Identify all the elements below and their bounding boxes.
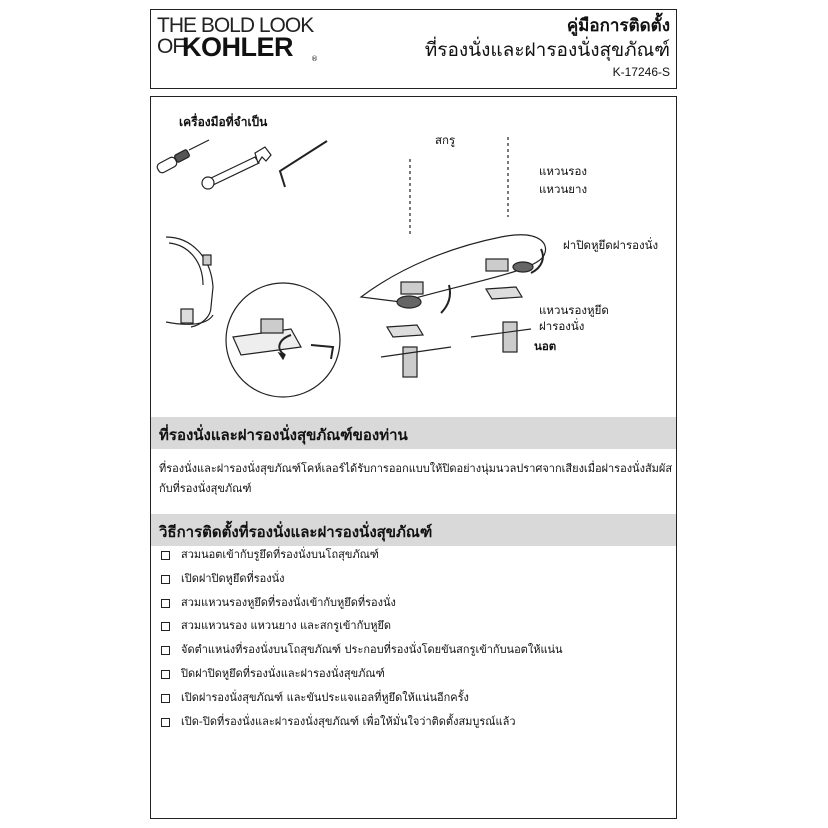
list-item [161,666,563,690]
allen-key-icon [280,141,327,187]
checkbox-icon [161,575,170,584]
brand-logo: KOHLER [182,32,293,62]
tools-label: เครื่องมือที่จำเป็น [179,115,268,129]
brand-tagline-prefix: OF [157,35,185,58]
step-text: สวมแหวนรอง แหวนยาง และสกรูเข้ากับหูยึด [181,619,392,633]
list-item [161,714,563,738]
checkbox-icon [161,551,170,560]
checkbox-icon [161,670,170,679]
list-item [161,690,563,714]
wrench-icon [202,147,271,189]
step-text: เปิดฝารองนั่งสุขภัณฑ์ และขันประแจแอลที่หูยึดให้แน่นอีกครั้ง [181,690,469,704]
section-heading-text: ที่รองนั่งและฝารองนั่งสุขภัณฑ์ของท่าน [159,426,408,444]
callout-hinge-washer: แหวนรองหูยึด [539,303,609,317]
installation-illustration [151,97,676,407]
list-item [161,547,563,571]
document-title: คู่มือการติดตั้ง [566,16,670,36]
seat-hinge-drawing [361,137,546,377]
section-heading-installation [151,514,676,546]
step-text: เปิดฝาปิดหูยึดที่รองนั่ง [181,571,285,585]
callout-hinge-cover: ฝาปิดหูยึดฝารองนั่ง [563,238,659,252]
model-code: K-17246-S [612,65,670,79]
document-subtitle: ที่รองนั่งและฝารองนั่งสุขภัณฑ์ [424,39,670,61]
checkbox-icon [161,694,170,703]
screwdriver-icon [156,140,209,174]
hinge-closeup-drawing [226,283,340,397]
step-text: จัดตำแหน่งที่รองนั่งบนโถสุขภัณฑ์ ประกอบที่รองนั่งโดยขันสกรูเข้ากับนอตให้แน่น [181,643,563,657]
document-header [150,9,677,89]
callout-screw: สกรู [435,133,456,147]
list-item [161,618,563,642]
section-heading-your-seat [151,417,676,449]
registered-mark: ® [311,55,318,63]
list-item [161,642,563,666]
checkbox-icon [161,599,170,608]
callout-washer: แหวนรอง [539,164,588,178]
checkbox-icon [161,718,170,727]
callout-nut: นอต [534,339,557,353]
step-text: ปิดฝาปิดหูยึดที่รองนั่งและฝารองนั่งสุขภัณฑ์ [181,666,385,680]
step-text: สวมแหวนรองหูยึดที่รองนั่งเข้ากับหูยึดที่รองนั่ง [181,595,396,609]
instruction-panel [150,96,677,819]
step-text: สวมนอตเข้ากับรูยึดที่รองนั่งบนโถสุขภัณฑ์ [181,548,379,561]
toilet-bowl-drawing [166,237,213,327]
checkbox-icon [161,646,170,655]
brand-tagline: THE BOLD LOOK [157,14,314,37]
section-body-text: ที่รองนั่งและฝารองนั่งสุขภัณฑ์โคห์เลอร์ได้รับการออกแบบให้ปิดอย่างนุ่มนวลปราศจากเสียงเมื่อฝารองนั่งสัมผัสกับที่รองนั่งสุขภัณฑ์ [159,462,673,495]
list-item [161,595,563,619]
list-item [161,571,563,595]
callout-rubber-washer: แหวนยาง [539,182,588,196]
checkbox-icon [161,622,170,631]
section-heading-text: วิธีการติดตั้งที่รองนั่งและฝารองนั่งสุขภัณฑ์ [159,523,433,541]
callout-hinge-washer-line2: ฝารองนั่ง [539,319,585,333]
step-text: เปิด-ปิดที่รองนั่งและฝารองนั่งสุขภัณฑ์ เพื่อให้มั่นใจว่าติดตั้งสมบูรณ์แล้ว [181,714,516,728]
installation-steps [161,547,563,737]
